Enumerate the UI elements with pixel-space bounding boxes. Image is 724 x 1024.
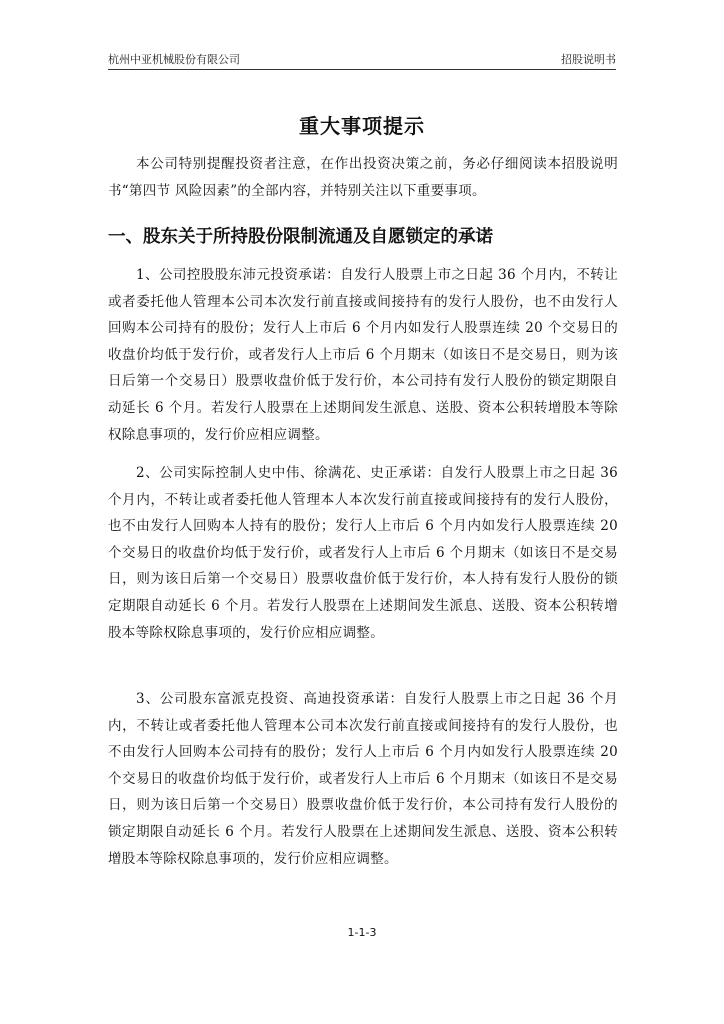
section-heading: 一、股东关于所持股份限制流通及自愿锁定的承诺: [108, 227, 493, 247]
header-company-name: 杭州中亚机械股份有限公司: [108, 53, 240, 66]
intro-paragraph: 本公司特别提醒投资者注意，在作出投资决策之前，务必仔细阅读本招股说明书“第四节 风险因素”的全部内容，并特别关注以下重要事项。: [108, 156, 618, 199]
header-document-type: 招股说明书: [561, 53, 616, 66]
commitment-paragraph-3: 3、公司股东富派克投资、高迪投资承诺：自发行人股票上市之日起 36 个月内，不转让或者委托他人管理本公司本次发行前直接或间接持有的发行人股份，也不由发行人回购本公司持有的股份；发行人上市后 6 个月内如发行人股票连续 20 个交易日的收盘价均低于发行价，或者发行人上市后 6 个月期末（如该日不是交易日，则为该日后第一个交易日）股票收盘价低于发行价，本公司持有发行人股份的锁定期限自动延长 6 个月。若发行人股票在上述期间发生派息、送股、资本公积转增股本等除权除息事项的，发行价应相应调整。: [108, 691, 618, 867]
page-number: 1-1-3: [347, 926, 377, 939]
header-divider: [108, 69, 616, 70]
commitment-paragraph-1: 1、公司控股股东沛元投资承诺：自发行人股票上市之日起 36 个月内，不转让或者委托他人管理本公司本次发行前直接或间接持有的发行人股份，也不由发行人回购本公司持有的股份；发行人上市后 6 个月内如发行人股票连续 20 个交易日的收盘价均低于发行价，或者发行人上市后 6 个月期末（如该日不是交易日，则为该日后第一个交易日）股票收盘价低于发行价，本公司持有发行人股份的锁定期限自动延长 6 个月。若发行人股票在上述期间发生派息、送股、资本公积转增股本等除权除息事项的，发行价应相应调整。: [108, 267, 618, 443]
commitment-paragraph-2: 2、公司实际控制人史中伟、徐满花、史正承诺：自发行人股票上市之日起 36 个月内，不转让或者委托他人管理本人本次发行前直接或间接持有的发行人股份，也不由发行人回购本人持有的股份；发行人上市后 6 个月内如发行人股票连续 20 个交易日的收盘价均低于发行价，或者发行人上市后 6 个月期末（如该日不是交易日，则为该日后第一个交易日）股票收盘价低于发行价，本人持有发行人股份的锁定期限自动延长 6 个月。若发行人股票在上述期间发生派息、送股、资本公积转增股本等除权除息事项的，发行价应相应调整。: [108, 465, 618, 641]
page-title: 重大事项提示: [299, 114, 425, 138]
